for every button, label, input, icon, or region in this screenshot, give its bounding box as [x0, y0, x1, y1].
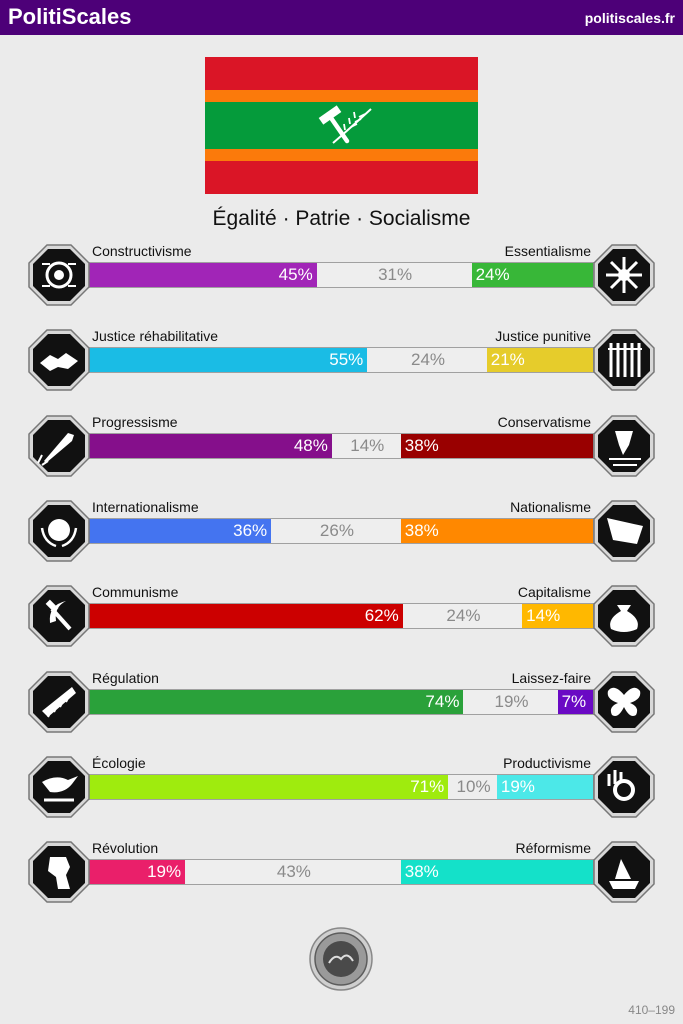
axis-neutral-segment: 14% [350, 436, 385, 455]
hammer-sickle-icon [28, 585, 90, 647]
axis-right-label: Laissez-faire [511, 670, 591, 686]
axis-row [0, 670, 683, 740]
axis-neutral-segment: 24% [411, 350, 446, 369]
flag-stripe-orange-top [205, 90, 478, 102]
factory-gear-icon [593, 756, 655, 818]
axis-neutral-segment: 24% [446, 606, 481, 625]
axis-bar [88, 433, 594, 459]
money-bag-icon [593, 585, 655, 647]
axis-left-segment: 19% [89, 860, 185, 884]
axis-row [0, 499, 683, 569]
axis-bar [88, 347, 594, 373]
flag-icon [593, 500, 655, 562]
flag-stripe-green [205, 102, 478, 149]
rocket-icon [28, 415, 90, 477]
axis-left-segment: 74% [89, 690, 463, 714]
axis-right-label: Productivisme [503, 755, 591, 771]
axis-right-segment: 24% [472, 263, 593, 287]
prison-bars-icon [593, 329, 655, 391]
axis-bar [88, 262, 594, 288]
app-header [0, 0, 683, 35]
axis-left-label: Régulation [92, 670, 159, 686]
flag [205, 57, 478, 194]
flag-stripe-orange-bottom [205, 149, 478, 161]
axis-left-label: Progressisme [92, 414, 178, 430]
eye-mask-icon [28, 244, 90, 306]
axis-neutral-segment: 26% [319, 521, 354, 540]
politiscales-seal-icon [309, 927, 373, 991]
axis-left-segment: 55% [89, 348, 367, 372]
flower-burst-icon [593, 244, 655, 306]
axis-row [0, 584, 683, 654]
brand-title[interactable]: PolitiScales [8, 4, 132, 29]
axis-left-label: Révolution [92, 840, 159, 856]
axis-left-segment: 45% [89, 263, 317, 287]
bird-icon [28, 756, 90, 818]
quill-icon [593, 415, 655, 477]
axis-right-label: Essentialisme [504, 243, 591, 259]
axis-right-label: Conservatisme [497, 414, 591, 430]
axis-right-segment: 38% [401, 860, 593, 884]
axis-left-segment: 71% [89, 775, 448, 799]
axis-left-label: Constructivisme [92, 243, 192, 259]
axis-bar [88, 603, 594, 629]
axis-right-segment: 14% [522, 604, 593, 628]
axis-right-label: Nationalisme [510, 499, 591, 515]
axis-bar [88, 518, 594, 544]
raised-fist-icon [28, 841, 90, 903]
saw-icon [28, 671, 90, 733]
axis-row [0, 243, 683, 313]
axis-bar [88, 774, 594, 800]
result-code: 410–199 [628, 1003, 675, 1017]
ballot-ship-icon [593, 841, 655, 903]
axis-row [0, 328, 683, 398]
axis-right-label: Justice punitive [495, 328, 591, 344]
axis-bar [88, 859, 594, 885]
axis-left-label: Justice réhabilitative [92, 328, 219, 344]
globe-laurel-icon [28, 500, 90, 562]
axis-right-segment: 38% [401, 519, 593, 543]
flag-stripe-top [205, 57, 478, 90]
axis-row [0, 414, 683, 484]
axis-left-segment: 48% [89, 434, 332, 458]
axis-left-segment: 62% [89, 604, 403, 628]
axis-left-label: Communisme [92, 584, 179, 600]
axis-right-segment: 21% [487, 348, 593, 372]
axis-right-segment: 19% [497, 775, 593, 799]
axis-right-segment: 38% [401, 434, 593, 458]
axis-row [0, 840, 683, 910]
site-link[interactable]: politiscales.fr [584, 10, 675, 26]
axis-neutral-segment: 19% [494, 692, 529, 711]
flag-stripe-bottom [205, 161, 478, 194]
butterfly-icon [593, 671, 655, 733]
axis-neutral-segment: 31% [378, 265, 413, 284]
axis-neutral-segment: 43% [276, 862, 311, 881]
axis-left-label: Écologie [92, 755, 146, 771]
slogan: Égalité · Patrie · Socialisme [212, 207, 471, 230]
axis-right-label: Réformisme [515, 840, 591, 856]
axis-left-label: Internationalisme [92, 499, 199, 515]
axis-right-label: Capitalisme [517, 584, 591, 600]
axis-left-segment: 36% [89, 519, 271, 543]
handshake-icon [28, 329, 90, 391]
axis-bar [88, 689, 594, 715]
axis-neutral-segment: 10% [456, 777, 491, 796]
axis-right-segment: 7% [558, 690, 593, 714]
axis-row [0, 755, 683, 825]
